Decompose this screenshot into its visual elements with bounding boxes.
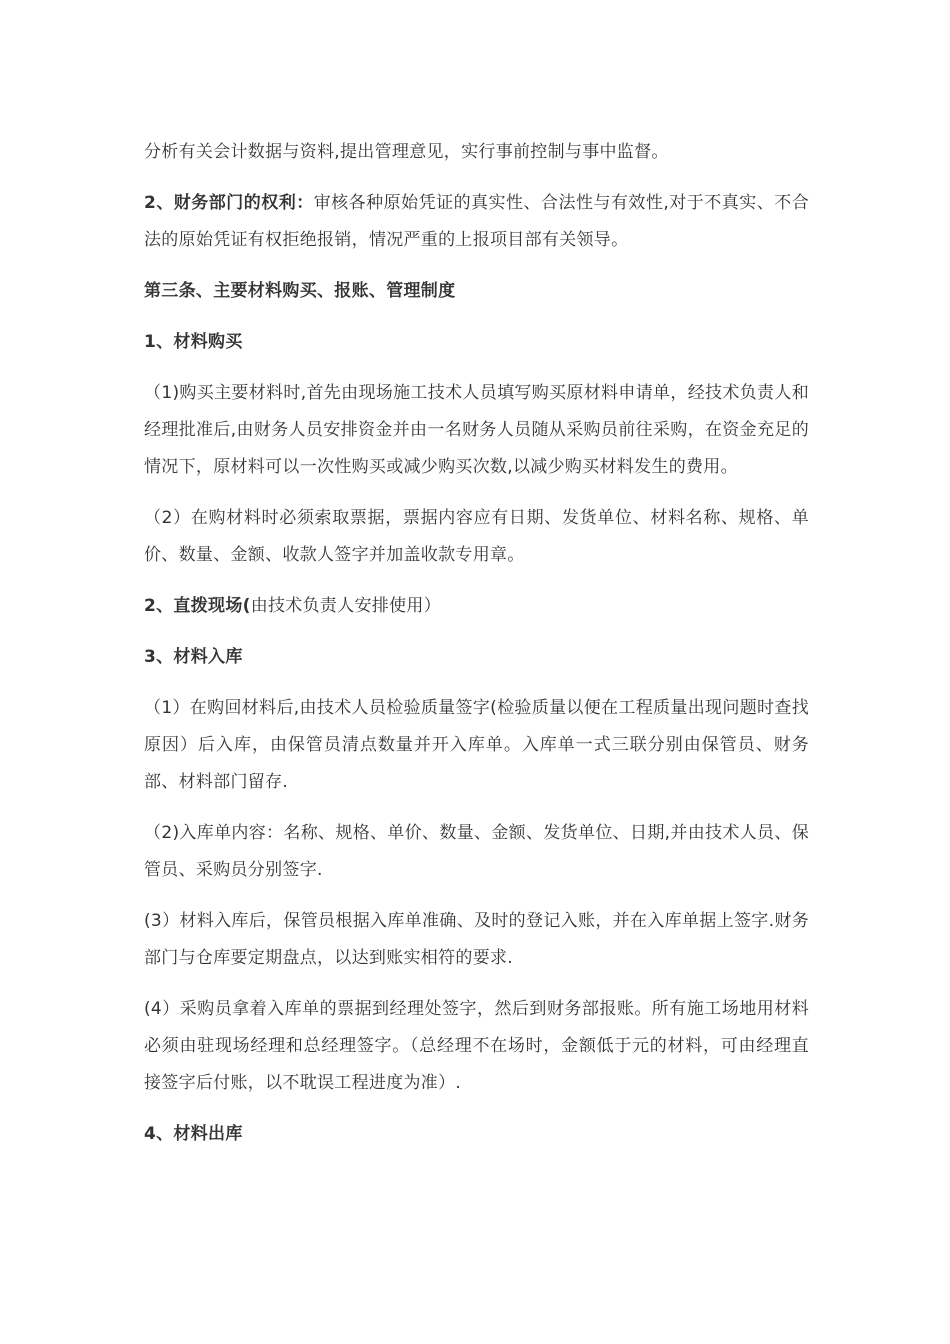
paragraph-warehouse-in-4: (4）采购员拿着入库单的票据到经理处签字，然后到财务部报账。所有施工场地用材料必须由驻现场经理和总经理签字。（总经理不在场时，金额低于元的材料，可由经理直接签字后付账，以不耽误工程进度为准）. [144,999,809,1093]
section-2-heading [144,588,809,625]
section-1-heading: 1、材料购买 [144,332,243,352]
paragraph-warehouse-in-2: （2)入库单内容：名称、规格、单价、数量、金额、发货单位、日期,并由技术人员、保管员、采购员分别签字. [144,823,809,880]
section-4-heading: 4、材料出库 [144,1124,243,1144]
document-body [144,134,809,1167]
section-2-heading-note: 由技术负责人安排使用） [250,596,442,616]
paragraph-purchase-2: （2）在购材料时必须索取票据，票据内容应有日期、发货单位、材料名称、规格、单价、数量、金额、收款人签字并加盖收款专用章。 [144,508,809,565]
paragraph-accounting-analysis: 分析有关会计数据与资料,提出管理意见，实行事前控制与事中监督。 [144,142,669,162]
paragraph-warehouse-in-1: （1）在购回材料后,由技术人员检验质量签字(检验质量以便在工程质量出现问题时查找原因）后入库，由保管员清点数量并开入库单。入库单一式三联分别由保管员、财务部、材料部门留存. [144,698,809,792]
paragraph-finance-rights [144,185,809,259]
section-3-heading: 3、材料入库 [144,647,243,667]
section-2-heading-bold: 2、直拨现场( [144,596,251,616]
paragraph-purchase-1: （1)购买主要材料时,首先由现场施工技术人员填写购买原材料申请单，经技术负责人和经理批准后,由财务人员安排资金并由一名财务人员随从采购员前往采购，在资金充足的情况下，原材料可以一次性购买或减少购买次数,以减少购买材料发生的费用。 [144,383,809,477]
article-3-heading: 第三条、主要材料购买、报账、管理制度 [144,281,456,301]
finance-rights-heading: 2、财务部门的权利： [144,193,314,213]
paragraph-warehouse-in-3: (3）材料入库后，保管员根据入库单准确、及时的登记入账，并在入库单据上签字.财务部门与仓库要定期盘点，以达到账实相符的要求. [144,911,809,968]
finance-rights-text: 审核各种原始凭证的真实性、合法性与有效性,对于不真实、不合法的原始凭证有权拒绝报销，情况严重的上报项目部有关领导。 [144,193,809,250]
